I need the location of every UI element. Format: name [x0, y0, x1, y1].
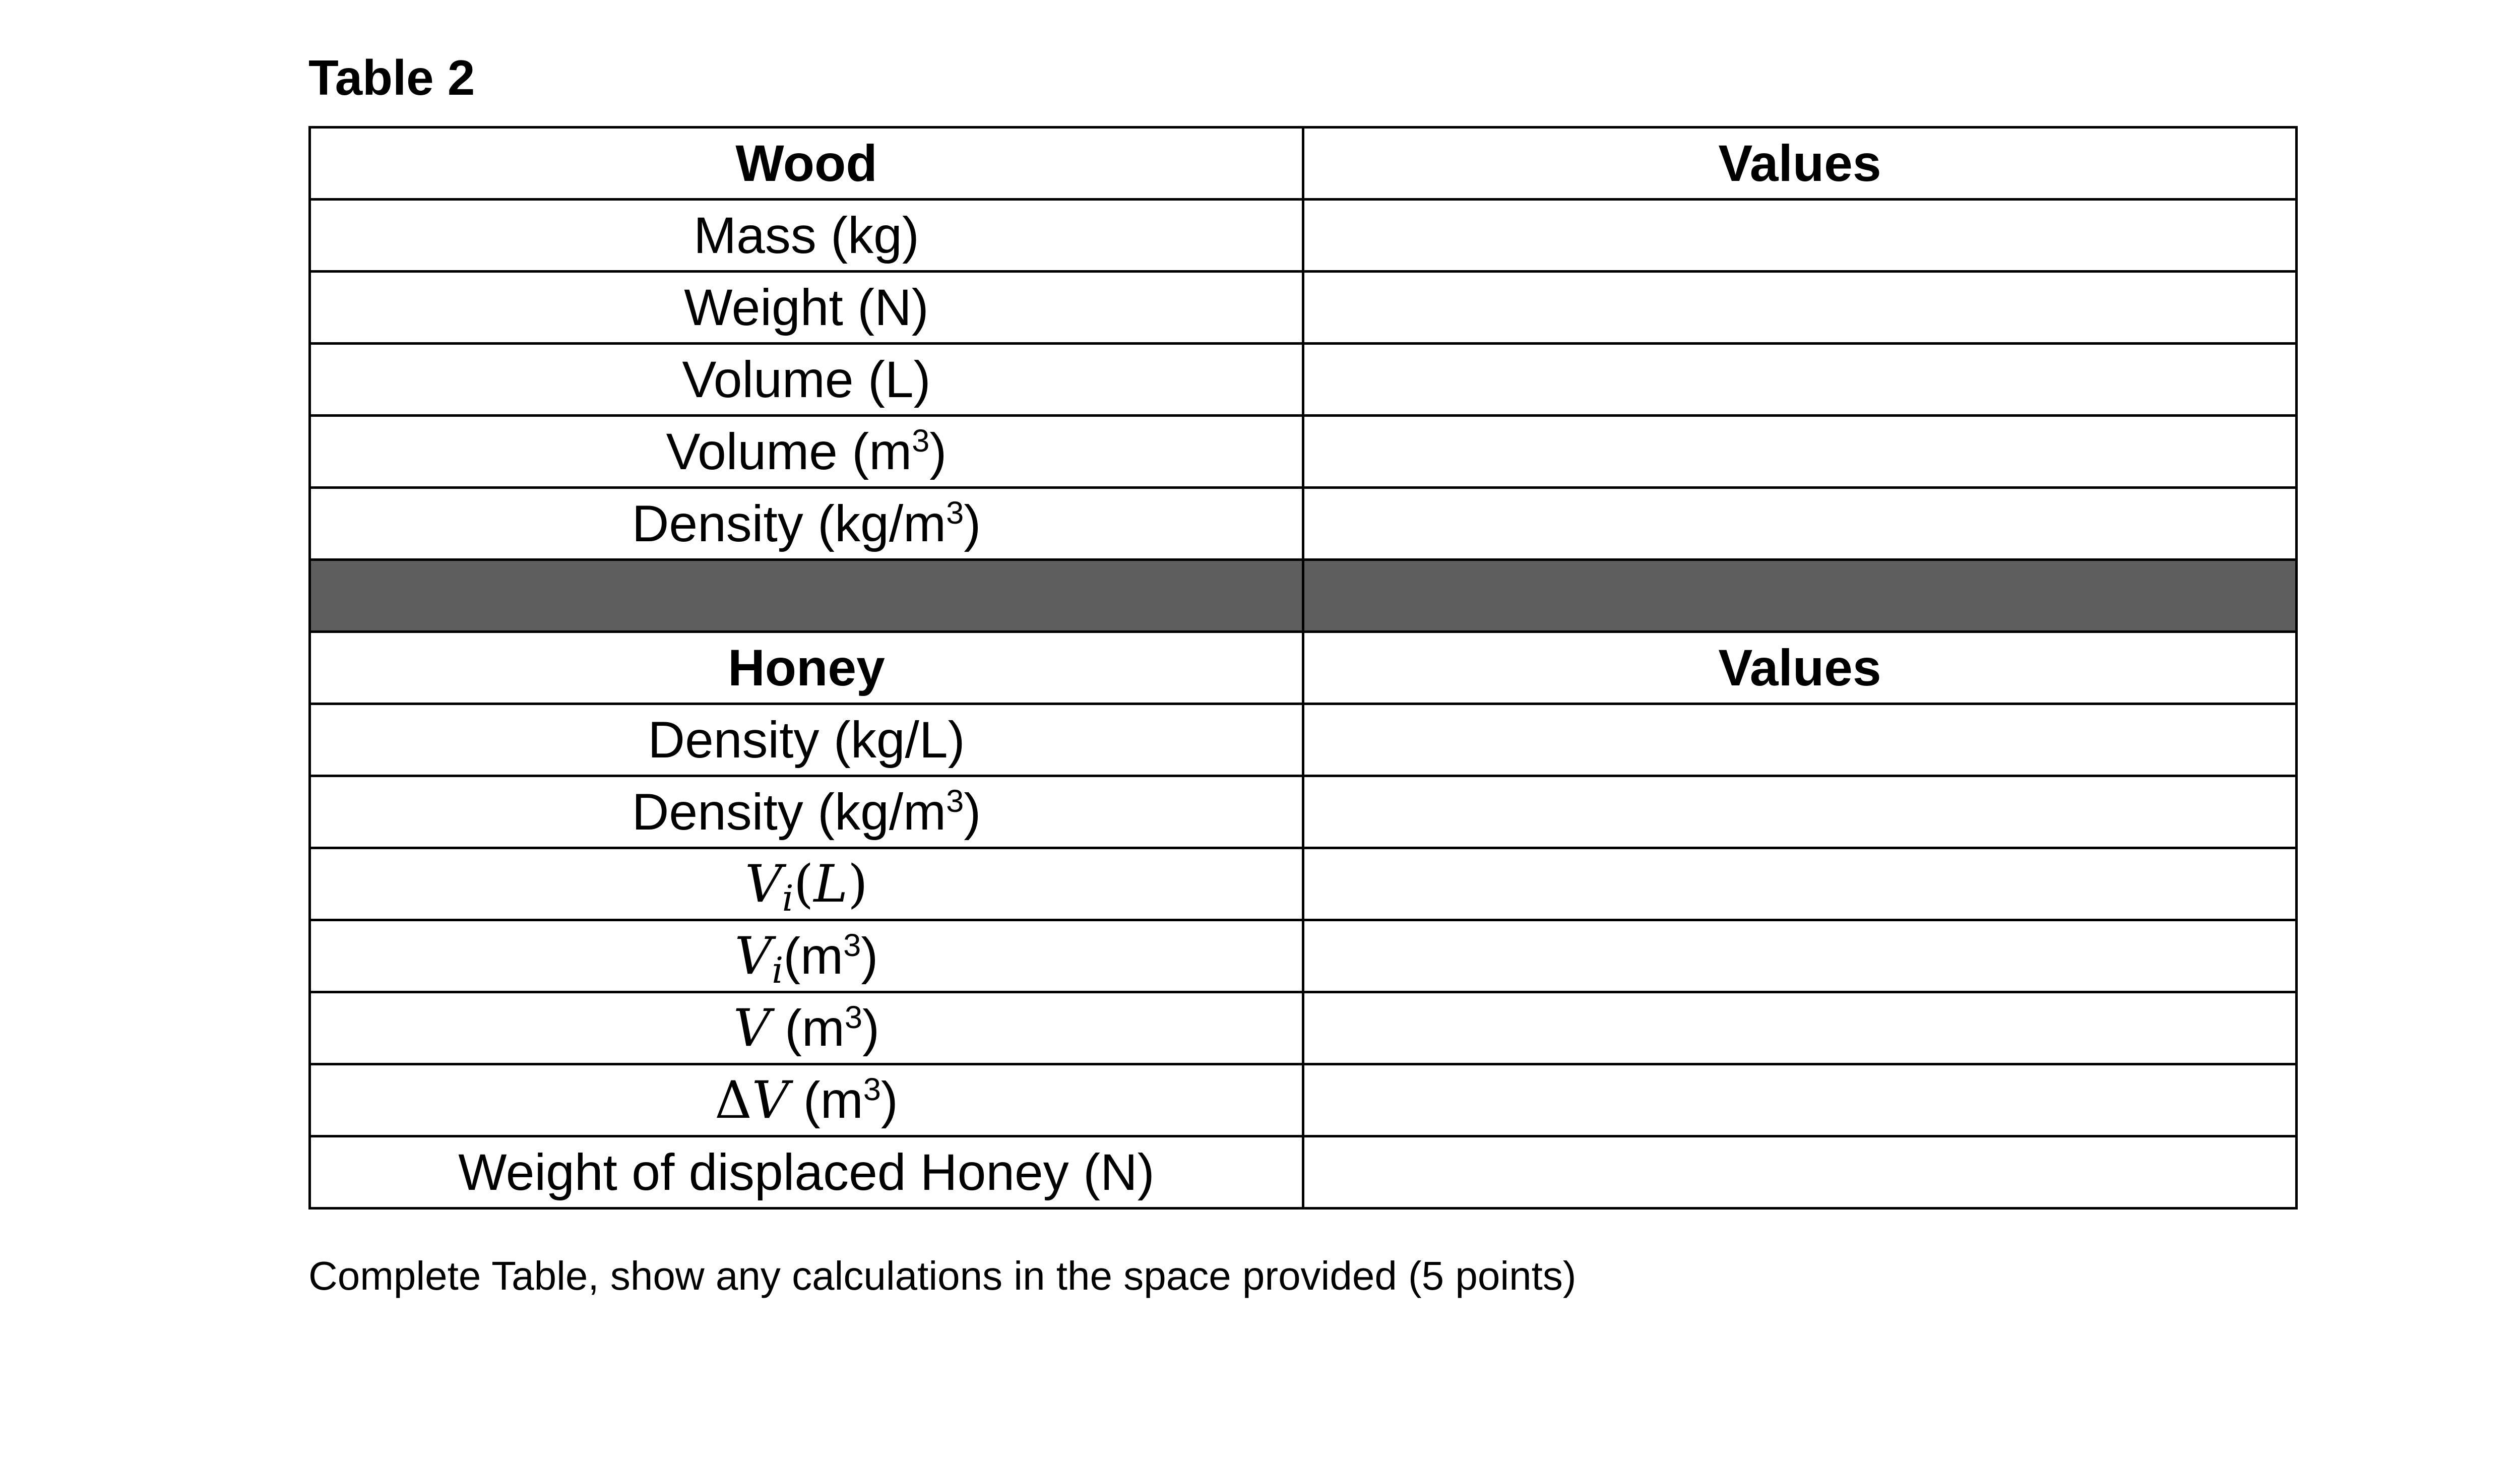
row-label-volume-l: Volume (L): [310, 344, 1303, 416]
row-label-wood-density: [310, 488, 1303, 560]
unit-tail: ): [862, 999, 880, 1057]
unit-text: (m: [789, 1071, 863, 1129]
math-symbol: V: [751, 1070, 789, 1130]
separator-cell-left: [310, 560, 1303, 632]
table-row: [310, 272, 2297, 344]
row-label-honey-density-kgm3: [310, 776, 1303, 848]
table-row: [310, 992, 2297, 1064]
label-text: Volume (m: [666, 423, 912, 480]
row-value-weight[interactable]: [1303, 272, 2297, 344]
math-symbol: V: [733, 998, 771, 1058]
superscript: 3: [843, 927, 861, 963]
row-value-volume-l[interactable]: [1303, 344, 2297, 416]
wood-header-row: [310, 128, 2297, 200]
row-value-delta-v-m3[interactable]: [1303, 1064, 2297, 1136]
math-symbol: V: [734, 926, 772, 986]
math-paren-open: (: [793, 854, 814, 914]
math-unit: L: [813, 854, 848, 914]
honey-header-row: [310, 632, 2297, 704]
label-text: Density (kg/m: [632, 495, 947, 552]
math-paren-close: ): [848, 854, 868, 914]
row-value-wood-density[interactable]: [1303, 488, 2297, 560]
superscript: 3: [946, 495, 964, 531]
row-label-vi-m3: [310, 920, 1303, 992]
wood-header-cell: Wood: [310, 128, 1303, 200]
superscript: 3: [844, 999, 863, 1035]
table-row: [310, 776, 2297, 848]
table-caption: Complete Table, show any calculations in the space provided (5 points): [308, 1253, 1577, 1298]
row-label-delta-v-m3: [310, 1064, 1303, 1136]
table-title: Table 2: [308, 50, 475, 105]
row-label-weight: Weight (N): [310, 272, 1303, 344]
wood-values-header-cell: Values: [1303, 128, 2297, 200]
table-row: [310, 344, 2297, 416]
row-label-mass: Mass (kg): [310, 200, 1303, 272]
row-label-honey-density-kgl: Density (kg/L): [310, 704, 1303, 776]
unit-tail: ): [861, 927, 878, 985]
separator-row: [310, 560, 2297, 632]
superscript: 3: [912, 423, 930, 459]
row-label-volume-m3: [310, 416, 1303, 488]
math-delta: Δ: [715, 1070, 752, 1130]
unit-tail: ): [880, 1071, 898, 1129]
math-subscript: i: [772, 949, 784, 991]
unit-text: (m: [770, 999, 845, 1057]
row-value-vi-m3[interactable]: [1303, 920, 2297, 992]
superscript: 3: [946, 784, 964, 819]
row-value-honey-density-kgm3[interactable]: [1303, 776, 2297, 848]
table-row: [310, 488, 2297, 560]
row-value-v-m3[interactable]: [1303, 992, 2297, 1064]
row-value-displaced-weight[interactable]: [1303, 1136, 2297, 1209]
row-value-vi-l[interactable]: [1303, 848, 2297, 920]
row-value-volume-m3[interactable]: [1303, 416, 2297, 488]
table-row: [310, 848, 2297, 920]
row-label-vi-l: [310, 848, 1303, 920]
label-tail: ): [964, 495, 981, 552]
label-tail: ): [929, 423, 947, 480]
row-value-honey-density-kgl[interactable]: [1303, 704, 2297, 776]
honey-values-header-cell: Values: [1303, 632, 2297, 704]
table-row: [310, 920, 2297, 992]
table-row: [310, 1064, 2297, 1136]
table-row: [310, 200, 2297, 272]
math-symbol: V: [745, 854, 782, 914]
label-text: Density (kg/m: [632, 783, 947, 841]
table-row: [310, 704, 2297, 776]
row-value-mass[interactable]: [1303, 200, 2297, 272]
table-row: [310, 1136, 2297, 1209]
row-label-v-m3: [310, 992, 1303, 1064]
data-table: [308, 126, 2298, 1210]
superscript: 3: [863, 1071, 881, 1107]
honey-header-cell: Honey: [310, 632, 1303, 704]
unit-text: (m: [783, 927, 844, 985]
row-label-displaced-weight: Weight of displaced Honey (N): [310, 1136, 1303, 1209]
math-subscript: i: [782, 877, 794, 919]
separator-cell-right: [1303, 560, 2297, 632]
table-row: [310, 416, 2297, 488]
label-tail: ): [964, 783, 981, 841]
